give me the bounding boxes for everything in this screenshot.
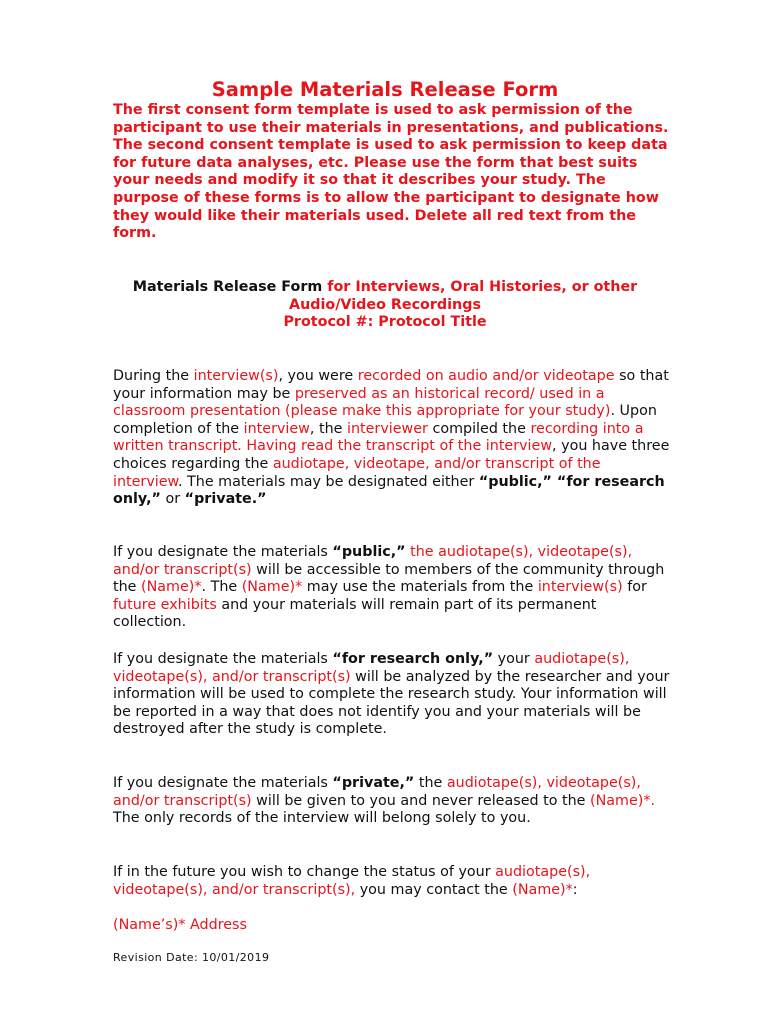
page-title: Sample Materials Release Form — [211, 78, 559, 101]
text: . The — [201, 579, 242, 596]
protocol-line: Protocol #: Protocol Title — [283, 314, 487, 331]
red-text: interview — [243, 420, 310, 437]
text: , you have three choices regarding the — [113, 438, 670, 472]
text: compiled the — [427, 420, 531, 437]
bold-text: “public,” “for research only,” — [113, 473, 665, 508]
red-text: (Name)* — [512, 881, 573, 898]
text: If you designate the materials — [113, 544, 333, 560]
red-text: audiotape(s), videotape(s), and/or transcript(s) — [113, 775, 641, 809]
red-text: recorded on audio and/or videotape — [357, 368, 615, 384]
red-text: audiotape(s), videotape(s), and/or transcript(s), — [113, 864, 591, 898]
text: : — [572, 881, 578, 898]
bold-text: “private.” — [184, 491, 267, 508]
text: so that your information may be — [113, 368, 669, 402]
red-text: audiotape, videotape, and/or transcript of the interview — [113, 455, 601, 490]
text: you may contact the — [355, 881, 513, 898]
red-text: audiotape(s), videotape(s), and/or transcript(s) — [113, 651, 630, 685]
text: or — [160, 491, 185, 508]
paragraph-public — [113, 544, 673, 632]
form-heading-black: Materials Release Form — [132, 279, 323, 295]
revision-date: Revision Date: 10/01/2019 — [113, 951, 270, 964]
paragraph-change-status — [113, 864, 673, 899]
text: , you were — [278, 368, 358, 384]
text: will be accessible to members of the community through the — [113, 561, 665, 596]
address-line: (Name’s)* Address — [113, 917, 247, 933]
instruction-paragraph: The first consent form template is used to ask permission of the participant to use their materials in presentations, and publications. The second consent template is used to ask permission to keep data for future data analyses, etc. Please use the form that best suits your needs and modify it so that it describes your study. The purpose of these forms is to allow the participant to designate how they would like their materials used. Delete all red text from the form. — [113, 102, 669, 242]
red-text: interview(s) — [193, 368, 279, 384]
red-text: (Name)* — [241, 579, 303, 596]
text: The only records of the interview will belong solely to you. — [113, 810, 531, 827]
paragraph-interview — [113, 368, 673, 509]
text: will be analyzed by the researcher and your information will be used to complete the research study. Your information will be reported in a way that does not identify you and your materials will be destroyed after the study is complete. — [113, 668, 670, 738]
red-text: recording into a written transcript. Having read the transcript of the interview — [113, 420, 644, 455]
text: , the — [309, 420, 347, 437]
text: will be given to you and never released to the — [251, 792, 591, 809]
red-text: (Name)*. — [590, 792, 656, 809]
text: the — [414, 775, 447, 791]
text: If in the future you wish to change the status of your — [113, 864, 496, 880]
text: . The materials may be designated either — [177, 473, 479, 490]
text: If you designate the materials — [113, 775, 333, 791]
text: . Upon completion of the — [113, 403, 657, 437]
text: may use the materials from the — [302, 579, 538, 596]
red-text: (Name)* — [141, 579, 202, 596]
bold-text: “private,” — [332, 775, 415, 791]
red-text: the audiotape(s), videotape(s), and/or transcript(s) — [113, 544, 633, 578]
red-text: interview(s) — [537, 579, 623, 596]
red-text: preserved as an historical record/ used in a classroom presentation (please make this appropriate for your study) — [113, 385, 611, 420]
bold-text: “for research only,” — [332, 651, 494, 667]
paragraph-research-only — [113, 651, 673, 739]
text: If you designate the materials — [113, 651, 333, 667]
text: During the — [113, 368, 194, 384]
paragraph-private — [113, 775, 673, 828]
text: and your materials will remain part of its permanent collection. — [113, 596, 597, 631]
text: for — [622, 579, 647, 596]
bold-text: “public,” — [332, 544, 406, 560]
form-heading-red: for Interviews, Oral Histories, or other Audio/Video Recordings — [289, 279, 638, 313]
red-text: future exhibits — [113, 596, 217, 613]
red-text: interviewer — [347, 420, 428, 437]
form-heading — [100, 279, 670, 332]
text: your — [493, 651, 535, 667]
